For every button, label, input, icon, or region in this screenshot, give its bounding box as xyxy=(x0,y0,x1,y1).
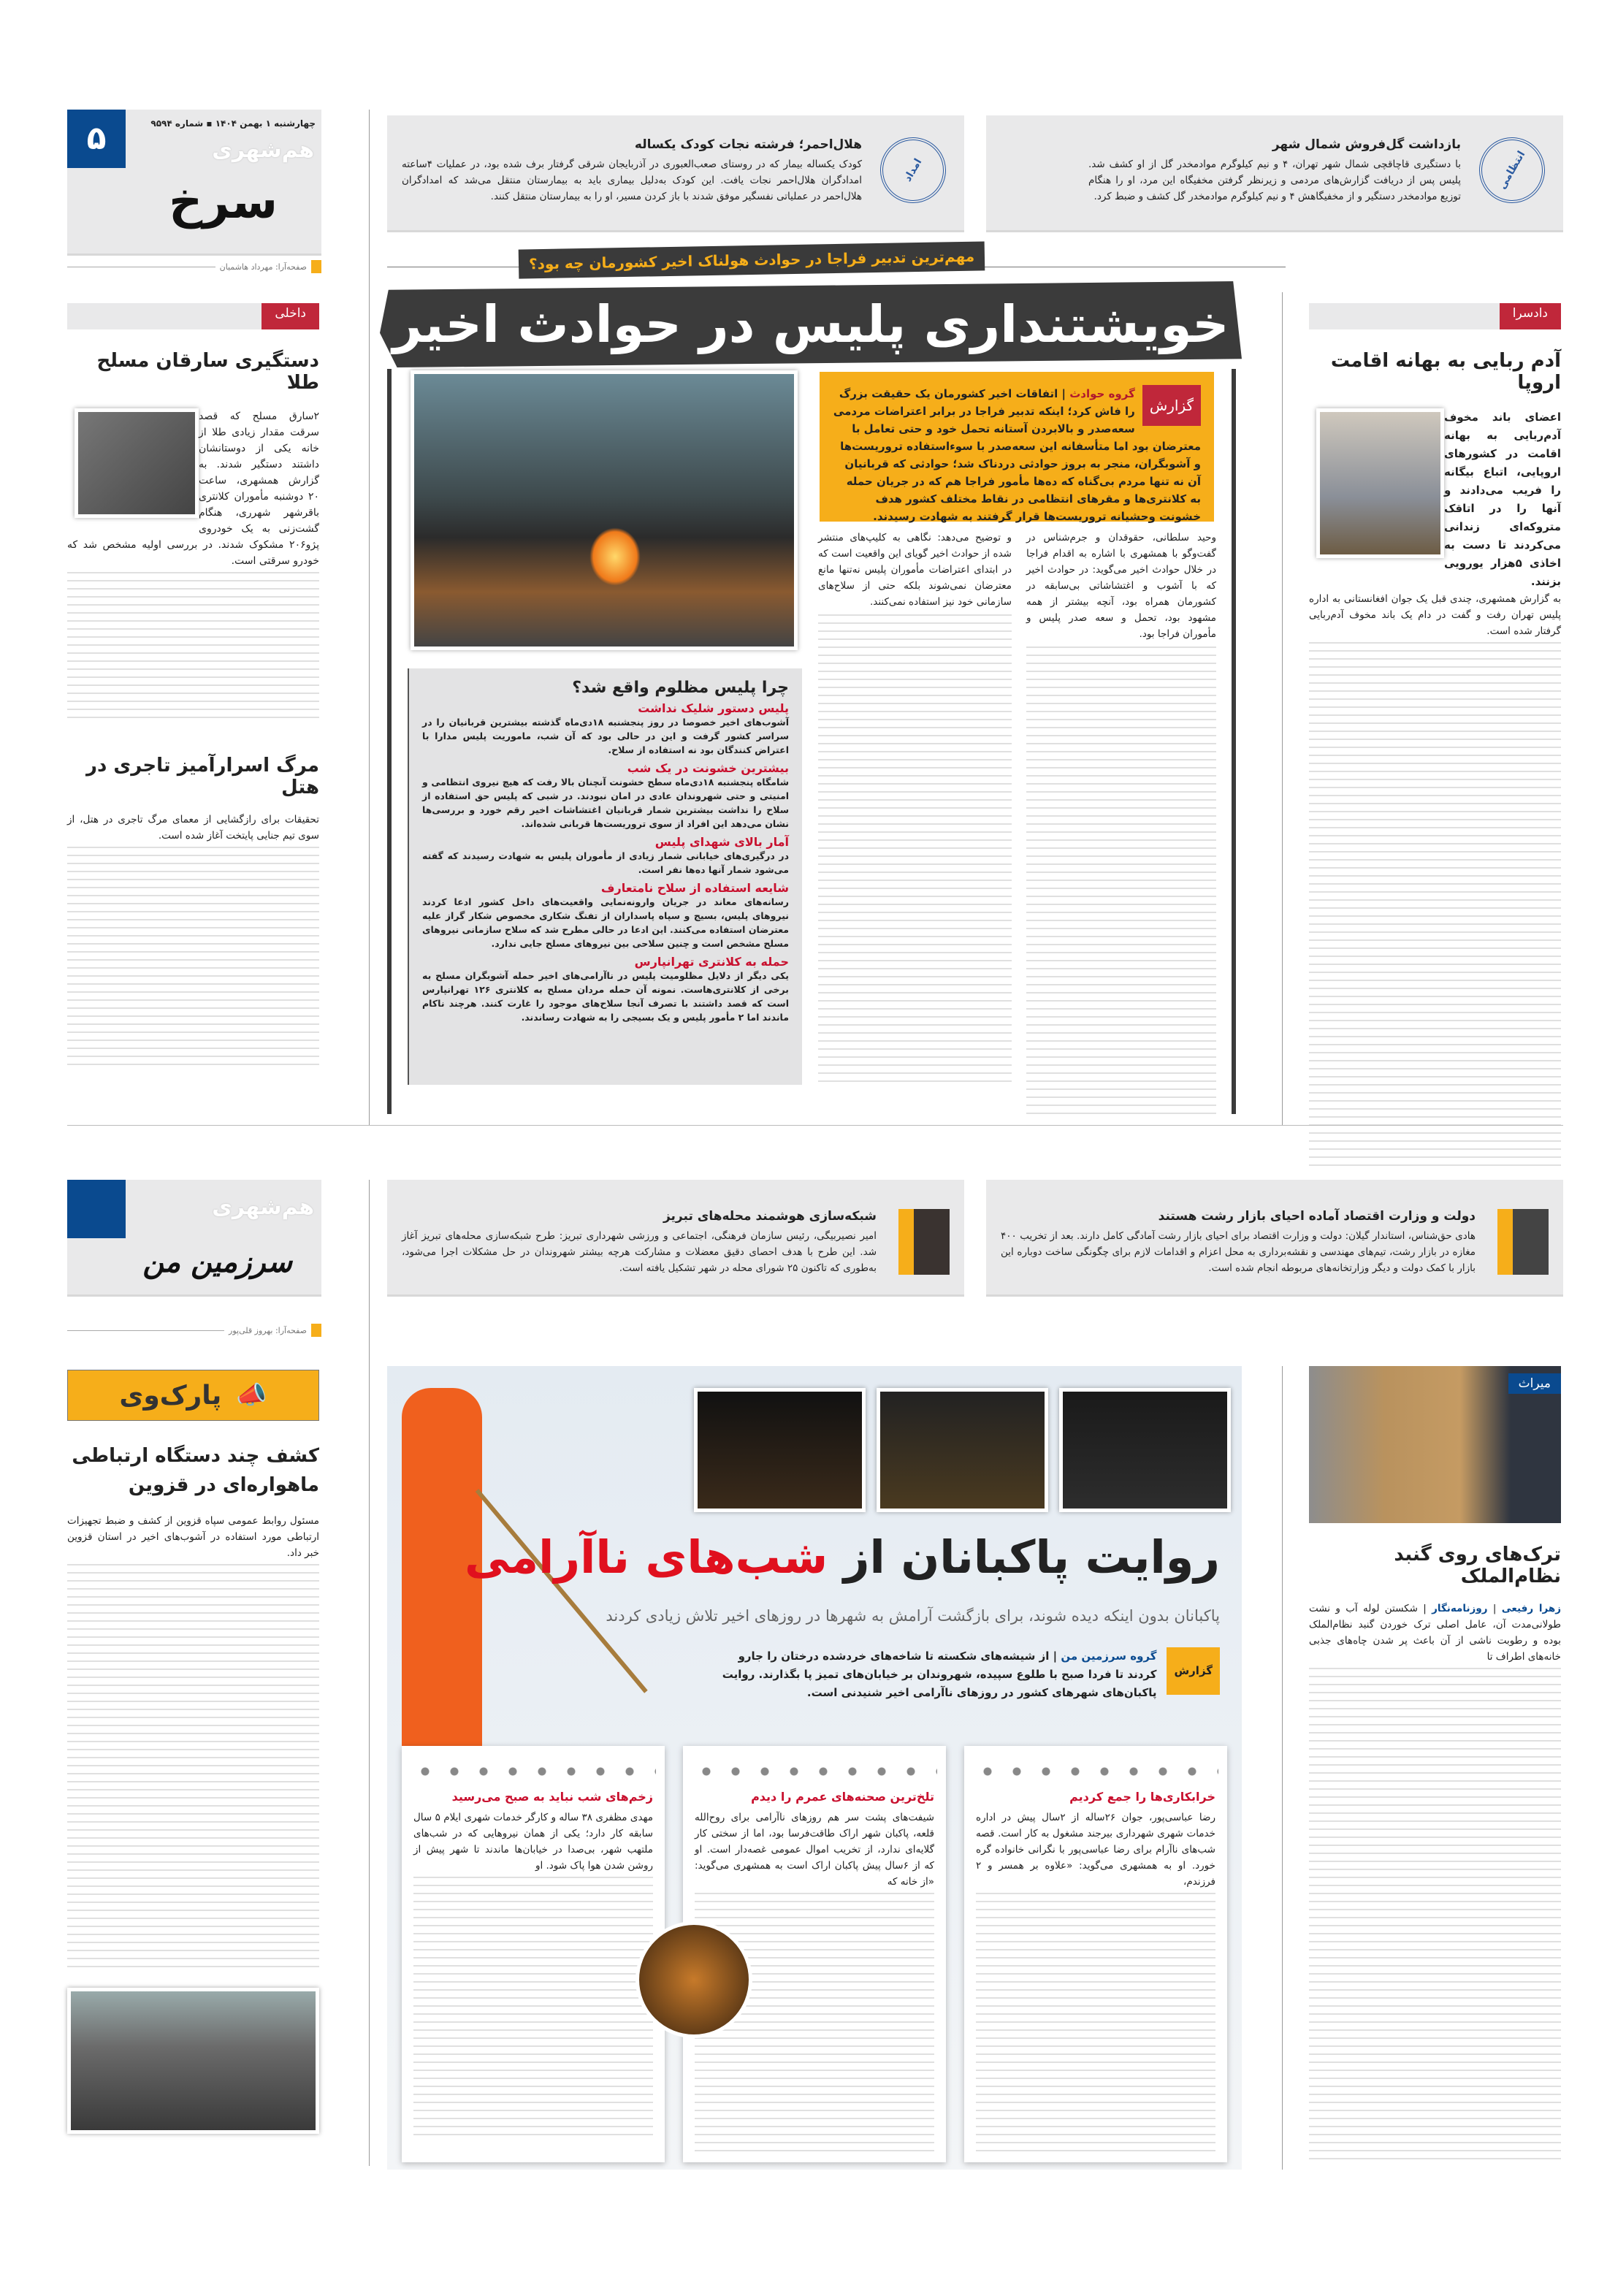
marker-icon xyxy=(311,260,321,273)
subhead: حمله به کلانتری تهرانپارس xyxy=(634,955,789,969)
feature-headline xyxy=(465,1530,1220,1584)
kicker-bar xyxy=(67,303,319,329)
card-text: رضا عباسی‌پور، جوان ۲۶ساله از ۲سال پیش در اداره خدمات شهری شهرداری بیرجند مشغول به کار است. قصه شب‌های ناآرام برای رضا عباسی‌پور با نگرانی خانواده گره خورد. او به همشهری می‌گوید: «علاوه بر همسر و ۲ فرزندم، xyxy=(976,1812,1215,1888)
article-text-lines xyxy=(1309,642,1561,1168)
brief-title: بازداشت گل‌فروش شمال شهر xyxy=(1272,137,1461,152)
marker-icon xyxy=(311,1324,321,1337)
frame xyxy=(1221,369,1236,1114)
report-badge: گزارش xyxy=(1167,1647,1220,1695)
night-photo-3 xyxy=(1059,1388,1231,1512)
article-lead: تحقیقات برای رازگشایی از معمای مرگ تاجری در هتل، از سوی تیم جنایی پایتخت آغاز شده است. xyxy=(67,814,319,842)
binder-holes xyxy=(692,1756,937,1778)
overline: مهم‌ترین تدبیر فراجا در حوادث هولناک اخیر کشورمان چه بود؟ xyxy=(519,241,985,278)
section-masthead xyxy=(67,110,321,256)
divider xyxy=(369,110,370,1125)
lead-text: شکستن لوله آب و نشت طولانی‌مدت آن، عامل اصلی ترک خوردن گنبد نظام‌الملک بوده و رطوبت ناشی از آن باعث پر شدن چاه‌های جذبی خانه‌های اطراف تا xyxy=(1309,1603,1561,1663)
subhead: بیشترین خشونت در یک شب xyxy=(627,761,789,775)
kicker-label: دادسرا xyxy=(1500,303,1561,329)
divider xyxy=(1282,292,1283,1125)
subhead: شایعه استفاده از سلاح نامتعارف xyxy=(600,881,789,895)
report-badge: گزارش xyxy=(1142,385,1201,426)
lead-text: اتفاقات اخیر کشورمان یک حقیقت بزرگ را فاش کرد؛ اینکه تدبیر فراجا در برابر اعتراضات مردمی سعه‌صدر و بالابردن آستانه تحمل خود و حتی تعامل با معترضان بود اما متأسفانه این سعه‌صدر با سوءاستفاده تروریست‌ها و آشوبگران، منجر به بروز حوادثی دردناک شد؛ حوادثی که قربانیان آن نه تنها مردم بی‌گناه که ده‌ها مأمور فراجا هم که در جریان حمله به کلانتری‌ها و مقرهای انتظامی در نقاط مختلف کشور هدف خشونت وحشیانه تروریست‌ها قرار گرفتند به شهادت رسیدند. xyxy=(833,387,1201,523)
official-portrait xyxy=(898,1209,950,1275)
byline: گروه حوادث xyxy=(1069,387,1135,400)
page-number: ۵ xyxy=(67,110,126,168)
card-title: خرابکاری‌ها را جمع کردیم xyxy=(1069,1790,1215,1804)
article-lead: مسئول روابط عمومی سپاه قزوین از کشف و ضبط تجهیزات ارتباطی مورد استفاده در آشوب‌های اخیر در استان قزوین خبر داد. xyxy=(67,1515,319,1559)
card-text-lines xyxy=(976,1893,1215,2156)
paragraph: شامگاه پنجشنبه ۱۸دی‌ماه سطح خشونت آنچنان بالا رفت که هیچ نیروی انتظامی و امنیتی و حتی شهروندان عادی در امان نبودند. در شبی که پلیس حق استفاده از سلاح را نداشت بیشترین شمار قربانیان اغتشاشات اخیر رقم خورد و بررسی‌ها نشان می‌دهد این افراد از سوی تروریست‌ها قربانی شده‌اند. xyxy=(422,777,789,829)
megaphone-icon: 📣 xyxy=(236,1381,267,1410)
sweeping-photo xyxy=(635,1921,752,2038)
section-divider xyxy=(67,1125,1563,1126)
stamp-icon: انتظامی xyxy=(1467,126,1557,216)
card-title: زخم‌های شب نباید به صبح می‌رسید xyxy=(451,1790,653,1804)
brief-title: دولت و وزارت اقتصاد آماده احیای بازار رشت هستند xyxy=(1158,1209,1476,1224)
feature-section xyxy=(387,1366,1242,2170)
paragraph: در درگیری‌های خیابانی شمار زیادی از مأموران پلیس به شهادت رسیدند که گفته می‌شود شمار آنها ده‌ها نفر است. xyxy=(422,850,789,875)
heritage-photo xyxy=(1309,1366,1561,1523)
card-text: مهدی مظفری ۳۸ ساله و کارگر خدمات شهری ایلام ۵ سال سابقه کار دارد؛ یکی از همان نیروهایی که در شب‌های ملتهب شهر، بی‌صدا در خیابان‌ها ماندند تا شهر پیش از روشن شدن هوا پاک شود. او xyxy=(413,1812,653,1872)
brief-title: هلال‌احمر؛ فرشته نجات کودک یکساله xyxy=(634,137,862,152)
box-title: چرا پلیس مظلوم واقع شد؟ xyxy=(572,679,789,697)
article-title: مرگ اسرارآمیز تاجری در هتل xyxy=(86,755,319,798)
kicker-label: داخلی xyxy=(262,303,319,329)
article-text-lines xyxy=(67,572,319,718)
designer-text: صفحه‌آرا: مهرداد هاشمیان xyxy=(219,262,307,272)
headline-red: شب‌های ناآرامی xyxy=(465,1530,828,1584)
divider xyxy=(1282,1366,1283,2170)
burned-cars-photo xyxy=(67,1988,319,2134)
kicker-label: میراث xyxy=(1508,1373,1561,1394)
divider xyxy=(369,1180,370,2166)
lead-box: گزارش گروه حوادث | اتفاقات اخیر کشورمان یک حقیقت بزرگ را فاش کرد؛ اینکه تدبیر فراجا در برابر اعتراضات مردمی سعه‌صدر و بالابردن آستانه تحمل خود و حتی تعامل با معترضان بود اما متأسفانه این سعه‌صدر با سوءاستفاده تروریست‌ها و آشوبگران، منجر به بروز حوادثی دردناک شد؛ حوادثی که قربانیان آن نه تنها مردم بی‌گناه که ده‌ها مأمور فراجا هم که در جریان حمله به کلانتری‌ها و مقرهای انتظامی در نقاط مختلف کشور هدف خشونت وحشیانه تروریست‌ها قرار گرفتند به شهادت رسیدند. xyxy=(820,372,1214,522)
street-fire-photo xyxy=(411,370,798,650)
article-lead: زهرا رفیعی | روزنامه‌نگار | شکستن لوله آب و نشت طولانی‌مدت آن، عامل اصلی ترک خوردن گنبد نظام‌الملک بوده و رطوبت ناشی از آن باعث پر شدن چاه‌های جذبی خانه‌های اطراف تا xyxy=(1309,1603,1561,1663)
designer-text: صفحه‌آرا: بهروز قلی‌پور xyxy=(229,1325,307,1335)
lead-text: از شیشه‌های شکسته تا شاخه‌های خردشده درختان را جارو کردند تا فردا صبح با طلوع سپیده، شهروندان بر خیابان‌های تمیز پا بگذارند. روایت پاکبان‌های شهرهای کشور در روزهای ناآرامی اخیر شنیدنی است. xyxy=(722,1649,1157,1699)
article-text-lines xyxy=(67,847,319,1066)
article-text-lines xyxy=(1309,1668,1561,2165)
section-logo: سرزمین من xyxy=(142,1246,292,1279)
article-title: کشف چند دستگاه ارتباطی ماهواره‌ای در قزوین xyxy=(72,1445,319,1496)
quote-card xyxy=(964,1746,1227,2162)
right-column-top xyxy=(1309,303,1561,1168)
section-logo: سرخ xyxy=(169,175,278,229)
brand-logo: هم‌شهری xyxy=(212,137,314,163)
article-lead: ۲سارق مسلح که قصد سرقت مقدار زیادی طلا از خانه یکی از دوستانشان داشتند دستگیر شدند. به گزارش همشهری، ساعت ۲۰ دوشنبه مأموران کلانتری باقرشهر شهرری، هنگام گشت‌زنی به یک خودروی پژو۲۰۶ مشکوک شدند. در بررسی اولیه مشخص شد که خودرو سرقتی است. xyxy=(67,411,319,567)
stamp-icon: امداد xyxy=(869,126,958,216)
binder-holes xyxy=(973,1756,1218,1778)
right-column-bottom xyxy=(1309,1366,1561,2165)
brand-block xyxy=(67,1180,126,1238)
official-portrait xyxy=(1497,1209,1549,1275)
brief-box xyxy=(986,115,1563,232)
card-text-lines xyxy=(413,1877,653,2140)
suspects-photo xyxy=(75,408,199,518)
parkway-banner xyxy=(67,1370,319,1421)
night-photo-1 xyxy=(694,1388,866,1512)
feature-subhead: پاکبانان بدون اینکه دیده شوند، برای بازگشت آرامش به شهرها در روزهای اخیر تلاش زیادی کردند xyxy=(606,1607,1220,1625)
feature-lead: گزارش گروه سرزمین من | از شیشه‌های شکسته تا شاخه‌های خردشده درختان را جارو کردند تا فردا صبح با طلوع سپیده، شهروندان بر خیابان‌های تمیز پا بگذارند. روایت پاکبان‌های شهرهای کشور در روزهای ناآرامی اخیر شنیدنی است. xyxy=(709,1647,1220,1702)
suspects-photo xyxy=(1316,408,1444,558)
night-photo-2 xyxy=(877,1388,1048,1512)
paragraph: یکی دیگر از دلایل مظلومیت پلیس در ناآرامی‌های اخیر حمله آشوبگران مسلح به برخی از کلانتری‌هاست. نمونه آن حمله مردان مسلح به کلانتری ۱۲۶ تهرانپارس است که قصد داشتند با تصرف آنجا سلاح‌های موجود را غارت کنند. هرچند ناکام ماندند اما ۲ مأمور پلیس و یک بسیجی را به شهادت رساندند. xyxy=(422,970,789,1023)
brief-body: با دستگیری قاچاقچی شمال شهر تهران، ۴ و نیم کیلوگرم موادمخدر گل از او کشف شد. پلیس پس از دریافت گزارش‌های مردمی و زیرنظر گرفتن مخفیگاه این مرد، او را هنگام توزیع موادمخدر دستگیر و از مخفیگاهش ۴ و نیم کیلوگرم موادمخدر گل کشف و ضبط کرد. xyxy=(1088,159,1461,202)
left-column-bottom xyxy=(67,1370,319,2134)
card-text: شیفت‌های پشت سر هم روزهای ناآرامی برای روح‌الله قلعه، پاکبان شهر اراک طاقت‌فرسا بود، اما از سختی کار گلایه‌ای ندارد، از تخریب اموال عمومی غصه‌دار است. او که از ۶سال پیش پاکبان اراک است به همشهری می‌گوید: «از خانه که xyxy=(695,1812,934,1888)
article-lead: اعضای باند مخوف آدم‌ربایی به بهانه اقامت در کشورهای اروپایی، اتباع بیگانه را فریب می‌دادند و آنها را در اتاقک متروکه‌ای زندانی می‌کردند تا دست به اخاذی ۵هزار یورویی بزنند. xyxy=(1444,411,1561,588)
brief-box xyxy=(986,1180,1563,1297)
article-title: ترک‌های روی گنبد نظام‌الملک xyxy=(1394,1544,1561,1587)
article-title: آدم ربایی به بهانه اقامت اروپا xyxy=(1330,350,1561,394)
why-police-box xyxy=(408,668,802,1085)
headline-black: روایت پاکبانان از xyxy=(843,1530,1220,1584)
designer-credit xyxy=(67,260,321,273)
article-text-lines xyxy=(67,1564,319,1973)
brief-title: شبکه‌سازی هوشمند محله‌های تبریز xyxy=(663,1209,877,1224)
broom-icon xyxy=(476,1489,648,1693)
brand-logo: هم‌شهری xyxy=(212,1194,314,1220)
kicker-bar xyxy=(1309,303,1561,329)
subhead: آمار بالای شهدای پلیس xyxy=(654,835,789,849)
fire-icon xyxy=(589,527,641,586)
article-text: و توضیح می‌دهد: نگاهی به کلیپ‌های منتشر شده از حوادث اخیر گویای این واقعیت است که در ابتدای اعتراضات مأموران پلیس نه‌تنها مانع معترضان نمی‌شوند بلکه حتی از سلاح‌های سازمانی خود نیز استفاده نمی‌کنند. xyxy=(818,532,1012,608)
byline: گروه سرزمین من xyxy=(1061,1649,1157,1663)
paragraph: آشوب‌های اخیر خصوصا در روز پنجشنبه ۱۸دی‌ماه گذشته بیشترین قربانیان را در سراسر کشور گرفت و این در حالی بود که آن شب، ماموریت پلیس مدارا با اعتراض کنندگان بود نه استفاده از سلاح. xyxy=(422,717,790,755)
article-column xyxy=(1026,530,1216,1114)
brief-box xyxy=(387,1180,964,1297)
article-text-lines xyxy=(1026,647,1216,1114)
banner-label: پارک‌وی xyxy=(119,1380,222,1411)
article-text: به گزارش همشهری، چندی قبل یک جوان افغانستانی به اداره پلیس تهران رفت و گفت در دام یک باند مخوف آدم‌ربایی گرفتار شده است. xyxy=(1309,593,1561,637)
binder-holes xyxy=(411,1756,656,1778)
card-title: تلخ‌ترین صحنه‌های عمرم را دیدم xyxy=(751,1790,934,1804)
quote-card xyxy=(402,1746,665,2162)
main-headline: خویشتنداری پلیس در حوادث اخیر xyxy=(392,294,1229,354)
article-text: وحید سلطانی، حقوقدان و جرم‌شناس در گفت‌وگو با همشهری با اشاره به اقدام فراجا در خلال حوادث اخیر می‌گوید: در حوادث اخیر که با آشوب و اغتشاشاتی بی‌سابقه در کشورمان همراه بود، آنچه بیشتر از همه مشهود بود، تحمل و سعه صدر پلیس و مأموران فراجا بود. xyxy=(1026,532,1216,640)
author-name: زهرا رفیعی xyxy=(1501,1603,1561,1614)
section-masthead xyxy=(67,1180,321,1297)
article-title: دستگیری سارقان مسلح طلا xyxy=(96,350,319,394)
designer-credit xyxy=(67,1324,321,1337)
brief-body: امیر نصیربیگی، رئیس سازمان فرهنگی، اجتماعی و ورزشی شهرداری تبریز: طرح شبکه‌سازی محله‌های تبریز آغاز شد. این طرح با هدف احصای دقیق معضلات و مشارکت هرچه بیشتر شهروندان در حل مشکلات اجرا می‌شود، به‌طوری که تاکنون ۲۵ شورای محله در شهر تشکیل یافته است. xyxy=(402,1230,877,1274)
brief-body: کودک یکساله بیمار که در روستای صعب‌العبوری در آذربایجان شرقی گرفتار برف شده بود، در عملیات ۴ساعته امدادگران هلال‌احمر نجات یافت. این کودک به‌دلیل بیماری باید به بیمارستان منتقل می‌شد که امدادگران هلال‌احمر در عملیاتی نفسگیر موفق شدند با باز کردن مسیر، او را به بیمارستان منتقل کنند. xyxy=(402,159,862,202)
left-column-top xyxy=(67,303,319,1066)
brief-box xyxy=(387,115,964,232)
article-text-lines xyxy=(818,614,1012,1082)
issue-date: چهارشنبه ۱ بهمن ۱۴۰۴ ▪ شماره ۹۵۹۴ xyxy=(150,118,316,129)
author-role: روزنامه‌نگار xyxy=(1432,1603,1488,1614)
brief-body: هادی حق‌شناس، استاندار گیلان: دولت و وزارت اقتصاد برای احیای بازار رشت آمادگی کامل دارند. بعد از تخریب ۴۰۰ مغازه در بازار رشت، تیم‌های مهندسی و نقشه‌برداری به محل اعزام و اقدامات لازم برای چگونگی ساخت دوباره این بازار با کمک دولت و دیگر وزارتخانه‌های مربوطه انجام شده است. xyxy=(1001,1230,1476,1274)
subhead: پلیس دستور شلیک نداشت xyxy=(638,701,789,715)
paragraph: رسانه‌های معاند در جریان وارونه‌نمایی واقعیت‌های داخل کشور ادعا کردند نیروهای پلیس، بسیج و سپاه پاسداران از تفنگ شکاری مخصوص شکار گراز علیه معترضان استفاده می‌کنند. این ادعا در حالی مطرح شد که سلاح سازمانی نیروهای مسلح مشخص است و چنین سلاحی بین نیروهای مسلح جایی ندارد. xyxy=(422,896,789,949)
frame xyxy=(387,369,402,1114)
article-column xyxy=(818,530,1012,1082)
